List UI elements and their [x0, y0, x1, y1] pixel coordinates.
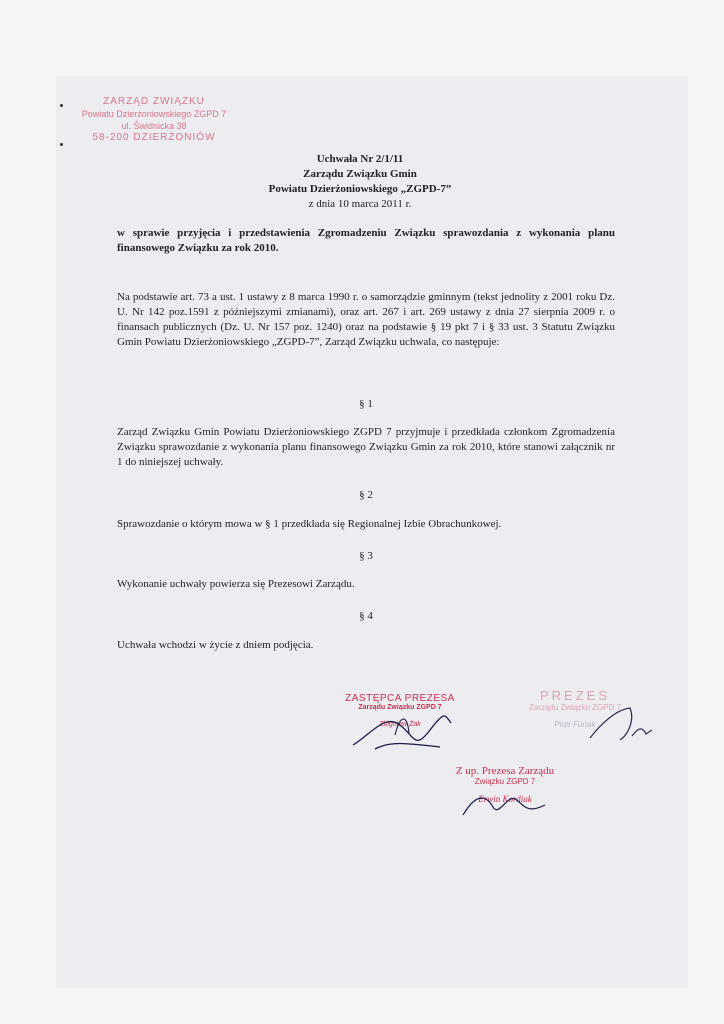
stamp-line: ul. Świdnicka 38	[121, 121, 187, 131]
handwritten-signature-right	[580, 700, 660, 750]
section-text: Zarząd Związku Gmin Powiatu Dzierżoniowskiego ZGPD 7 przyjmuje i przedkłada członkom Zgromadzenia Związku sprawozdanie z wykonania planu finansowego Związku Gmin za rok 2010, które stanowi załącznik nr 1 do niniejszej uchwały.	[117, 426, 615, 468]
punch-mark	[60, 143, 63, 146]
handwritten-signature-bottom	[455, 785, 555, 825]
signature-title: ZASTĘPCA PREZESA	[345, 693, 455, 704]
signature-title: Z up. Prezesa Zarządu	[455, 765, 555, 777]
resolution-date: z dnia 10 marca 2011 r.	[308, 198, 412, 210]
section-mark: § 4	[359, 610, 373, 622]
signature-name: Piotr Furtak	[554, 720, 596, 729]
signature-name: Zbigniew Żak	[379, 721, 421, 728]
signature-org: Związku ZGPD 7	[474, 777, 536, 786]
section-text: Sprawozdanie o którym mowa w § 1 przedkłada się Regionalnej Izbie Obrachunkowej.	[117, 518, 502, 530]
resolution-subject: w sprawie przyjęcia i przedstawienia Zgromadzeniu Związku sprawozdania z wykonania planu finansowego Związku za rok 2010.	[117, 227, 615, 254]
signature-org: Zarządu Związku ZGPD 7	[358, 704, 442, 711]
punch-mark	[60, 104, 63, 107]
resolution-number: Uchwała Nr 2/1/11	[316, 153, 404, 165]
section-text: Uchwała wchodzi w życie z dniem podjęcia.	[117, 639, 314, 651]
signature-name: Erwin Kordiak	[478, 794, 532, 804]
section-text: Wykonanie uchwały powierza się Prezesowi Zarządu.	[117, 578, 355, 590]
section-mark: § 3	[359, 550, 373, 562]
stamp-line: Powiatu Dzierżoniowskiego ZGPD 7	[81, 109, 227, 119]
signature-org: Zarządu Związku ZGPD 7	[528, 703, 622, 712]
issuer-line: Powiatu Dzierżoniowskiego „ZGPD-7”	[268, 183, 452, 195]
stamp-line: ZARZĄD ZWIĄZKU	[103, 96, 205, 107]
handwritten-signature-left	[345, 705, 455, 755]
section-mark: § 2	[359, 489, 373, 501]
organization-stamp	[64, 96, 244, 144]
paper-sheet	[56, 76, 688, 988]
issuer-line: Zarządu Związku Gmin	[303, 168, 417, 180]
resolution-heading	[180, 152, 540, 212]
signature-title: PREZES	[539, 688, 610, 703]
section-mark: § 1	[359, 398, 373, 410]
preamble-paragraph: Na podstawie art. 73 a ust. 1 ustawy z 8 marca 1990 r. o samorządzie gminnym (tekst jednolity z 2001 roku Dz. U. Nr 142 poz.1591 z późniejszymi zmianami), oraz art. 267 i art. 269 ustawy z dnia 27 sierpnia 2009 r. o finansach publicznych (Dz. U. Nr 157 poz. 1240) oraz na podstawie § 19 pkt 7 i § 33 ust. 3 Statutu Związku Gmin Powiatu Dzierżoniowskiego „ZGPD-7”, Zarząd Związku uchwala, co następuje:	[117, 291, 615, 348]
stamp-line: 58-200 DZIERŻONIÓW	[92, 132, 216, 143]
